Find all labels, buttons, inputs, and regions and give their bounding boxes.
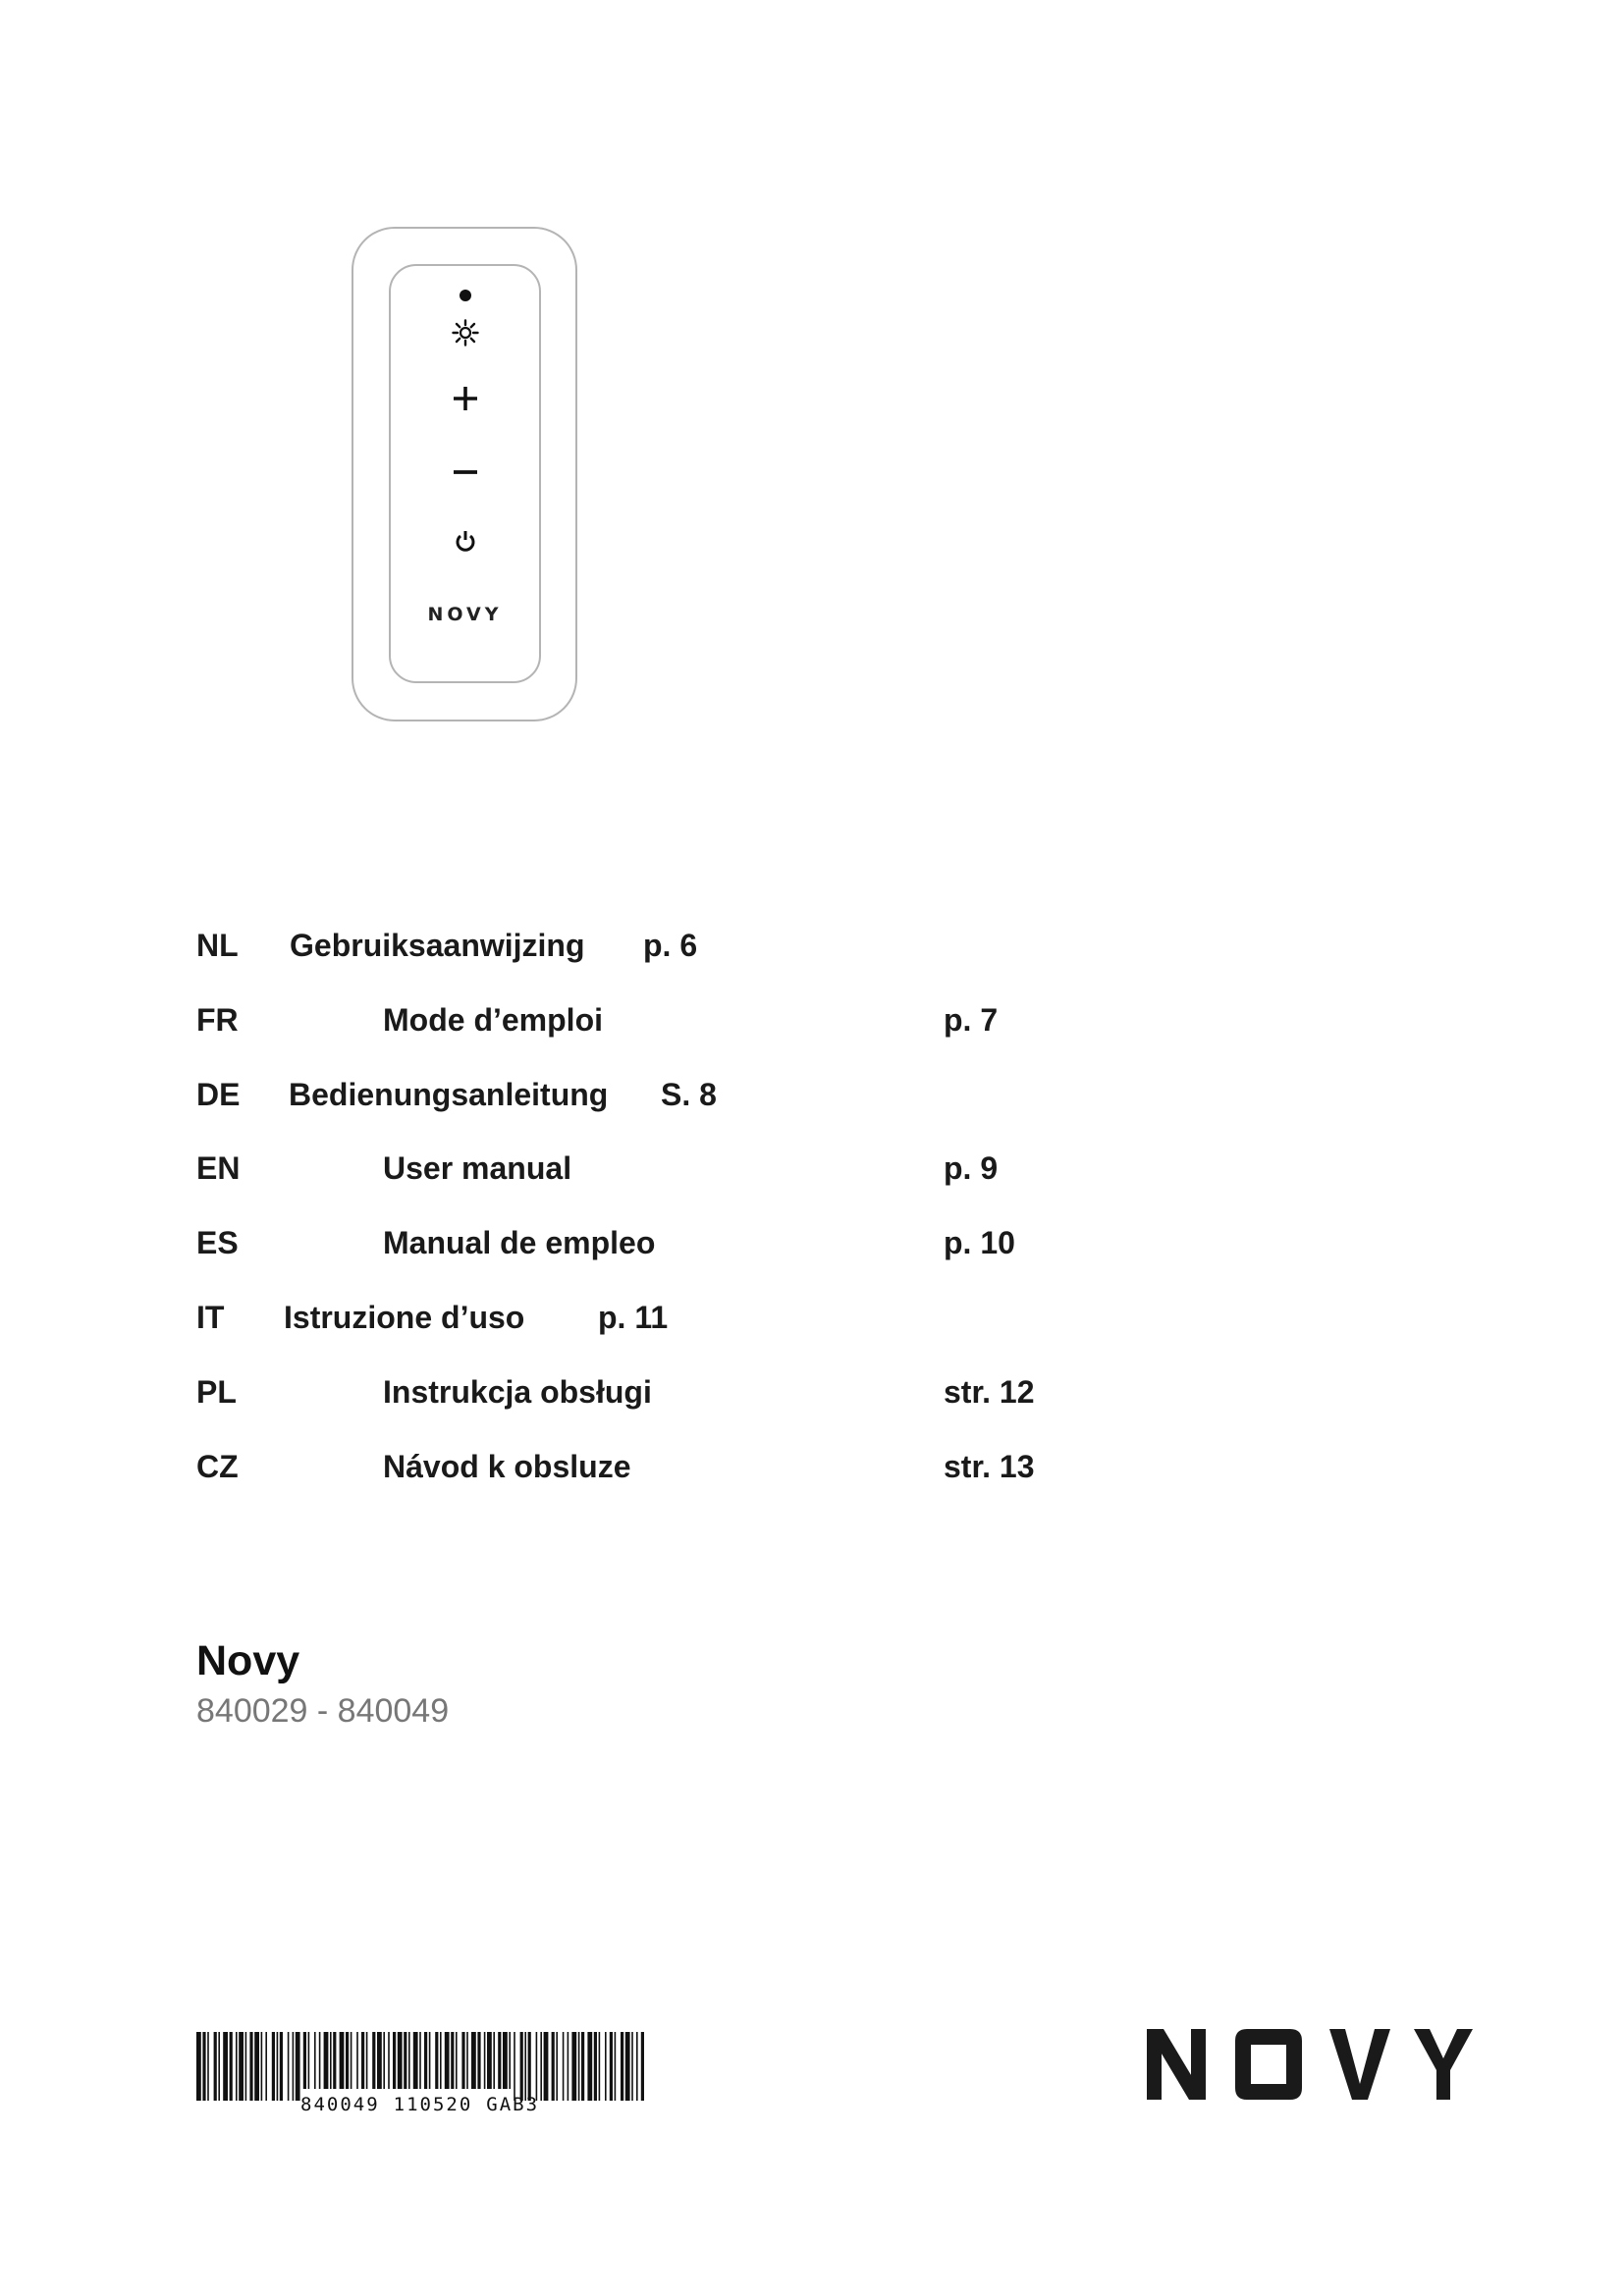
barcode-bar (493, 2032, 495, 2089)
language-code: IT (196, 1300, 225, 1335)
page-reference: p. 11 (598, 1300, 669, 1335)
barcode-bar (528, 2032, 531, 2101)
barcode-bar (277, 2032, 279, 2101)
barcode-bar (202, 2032, 205, 2101)
barcode-bar (296, 2032, 300, 2101)
barcode-bar (456, 2032, 458, 2089)
language-code: FR (196, 1002, 239, 1038)
manual-title: Manual de empleo (383, 1225, 656, 1260)
barcode-bar (605, 2032, 607, 2101)
barcode-bar (413, 2032, 418, 2089)
barcode-bar (615, 2032, 617, 2101)
barcode-bar (536, 2032, 538, 2101)
barcode-bar (440, 2032, 442, 2089)
barcode-bar (356, 2032, 358, 2089)
barcode-bar (520, 2032, 523, 2101)
minus-icon (453, 459, 478, 485)
language-code: NL (196, 928, 239, 963)
barcode-bar (503, 2032, 508, 2089)
barcode-bar (477, 2032, 480, 2089)
barcode-bar (361, 2032, 364, 2089)
barcode-part: 840049 (300, 2094, 380, 2115)
language-code: EN (196, 1150, 241, 1186)
barcode-bar (254, 2032, 259, 2101)
barcode-image (196, 2032, 644, 2101)
barcode-bar (404, 2032, 406, 2089)
barcode-bar (249, 2032, 252, 2101)
barcode-bar (308, 2032, 310, 2089)
barcode-bar (408, 2032, 410, 2089)
barcode-bar (424, 2032, 427, 2089)
page-reference: p. 6 (643, 928, 698, 963)
barcode-number (300, 2094, 553, 2115)
barcode-bar (319, 2032, 321, 2089)
plus-icon (453, 386, 478, 411)
barcode-part: GAB3 (486, 2094, 540, 2115)
barcode-bar (377, 2032, 382, 2089)
barcode-bar (419, 2032, 421, 2089)
barcode-bar (239, 2032, 244, 2101)
barcode-bar (214, 2032, 217, 2101)
barcode-bar (578, 2032, 580, 2101)
product-codes: 840029 - 840049 (196, 1692, 450, 1730)
barcode-bar (265, 2032, 267, 2101)
barcode-part: 110520 (393, 2094, 473, 2115)
barcode-bar (366, 2032, 368, 2089)
barcode-bar (280, 2032, 283, 2101)
page-reference: p. 9 (944, 1150, 999, 1186)
barcode-bar (272, 2032, 275, 2101)
language-code: PL (196, 1374, 237, 1410)
barcode-bar (594, 2032, 597, 2101)
barcode-bar (230, 2032, 233, 2101)
barcode-bar (398, 2032, 403, 2089)
barcode-bar (568, 2032, 569, 2101)
manual-title: Istruzione d’uso (284, 1300, 525, 1335)
barcode-bar (599, 2032, 601, 2101)
page-reference: S. 8 (661, 1077, 717, 1112)
barcode-bar (461, 2032, 464, 2089)
light-dot-icon (460, 290, 471, 301)
barcode-bar (261, 2032, 263, 2101)
barcode-bar (303, 2032, 306, 2089)
barcode-bar (581, 2032, 584, 2101)
barcode-bar (330, 2032, 332, 2089)
barcode-bar (293, 2032, 295, 2101)
barcode-bar (383, 2032, 385, 2089)
barcode-bar (631, 2032, 633, 2101)
barcode-bar (223, 2032, 228, 2101)
page-reference: p. 10 (944, 1225, 1015, 1260)
barcode-bar (324, 2032, 329, 2089)
remote-brand-label: NOVY (427, 604, 503, 625)
barcode-bar (314, 2032, 316, 2089)
barcode-bar (466, 2032, 468, 2089)
barcode-bar (509, 2032, 511, 2089)
barcode-bar (196, 2032, 201, 2101)
barcode-bar (340, 2032, 345, 2089)
language-code: CZ (196, 1449, 239, 1484)
barcode-bar (288, 2032, 290, 2101)
barcode-bar (218, 2032, 220, 2101)
barcode-bar (544, 2032, 549, 2101)
manual-title: Bedienungsanleitung (289, 1077, 609, 1112)
power-icon (455, 529, 476, 553)
manual-title: Mode d’emploi (383, 1002, 603, 1038)
page-reference: str. 13 (944, 1449, 1035, 1484)
light-icon (452, 319, 479, 347)
barcode-bar (484, 2032, 486, 2089)
barcode-bar (641, 2032, 644, 2101)
barcode-bar (333, 2032, 336, 2089)
novy-logo (1147, 2025, 1477, 2104)
barcode-bar (540, 2032, 542, 2101)
barcode-bar (445, 2032, 450, 2089)
barcode-bar (388, 2032, 390, 2089)
barcode-bar (498, 2032, 501, 2089)
manual-title: Instrukcja obsługi (383, 1374, 652, 1410)
barcode-bar (563, 2032, 565, 2101)
barcode-bar (471, 2032, 476, 2089)
language-code: DE (196, 1077, 241, 1112)
page-reference: str. 12 (944, 1374, 1035, 1410)
barcode-bar (429, 2032, 431, 2089)
remote-control-illustration (352, 227, 577, 721)
barcode-bar (621, 2032, 623, 2101)
barcode-bar (236, 2032, 238, 2101)
barcode-bar (487, 2032, 492, 2089)
barcode-bar (552, 2032, 555, 2101)
remote-control-panel (389, 264, 541, 683)
barcode-bar (351, 2032, 352, 2089)
language-code: ES (196, 1225, 239, 1260)
manual-title: Návod k obsluze (383, 1449, 631, 1484)
page-reference: p. 7 (944, 1002, 999, 1038)
product-name: Novy (196, 1637, 300, 1684)
manual-title: Gebruiksaanwijzing (290, 928, 585, 963)
barcode-bar (435, 2032, 438, 2089)
barcode-bar (372, 2032, 375, 2089)
barcode-bar (451, 2032, 454, 2089)
barcode-bar (524, 2032, 526, 2101)
manual-title: User manual (383, 1150, 572, 1186)
barcode-bar (346, 2032, 349, 2089)
barcode-bar (514, 2032, 515, 2101)
barcode-bar (636, 2032, 638, 2101)
barcode-bar (571, 2032, 576, 2101)
barcode-bar (587, 2032, 592, 2101)
barcode-bar (207, 2032, 209, 2101)
barcode-bar (610, 2032, 613, 2101)
barcode-bar (393, 2032, 396, 2089)
barcode-bar (245, 2032, 247, 2101)
barcode-bar (556, 2032, 558, 2101)
barcode-bar (625, 2032, 630, 2101)
